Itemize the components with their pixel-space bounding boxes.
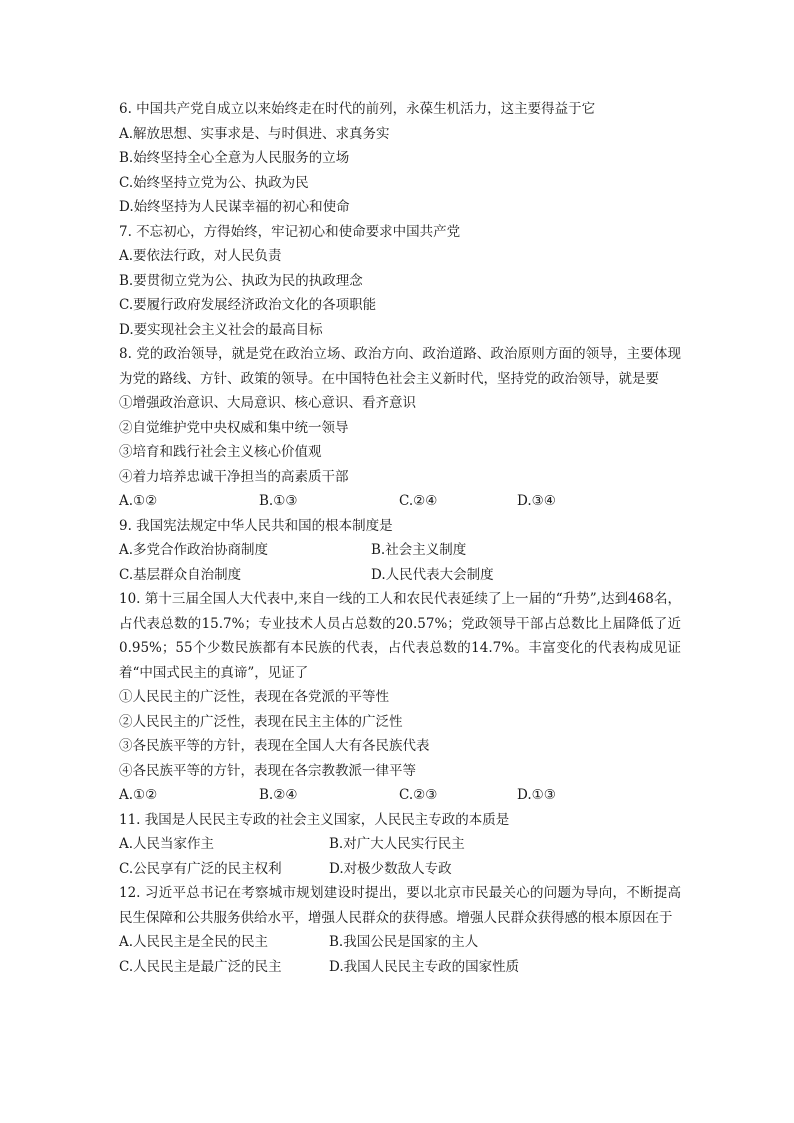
question-7-option-b: B.要贯彻立党为公、执政为民的执政理念 xyxy=(119,272,363,289)
question-8-item-4: ④着力培养忠诚干净担当的高素质干部 xyxy=(119,468,349,485)
question-8-stem: 8. 党的政治领导，就是党在政治立场、政治方向、政治道路、政治原则方面的领导，主要体现为党的路线、方针、政策的领导。在中国特色社会主义新时代，坚持党的政治领导，就是要 xyxy=(119,346,681,387)
question-8-choice-b: B.①③ xyxy=(259,493,298,509)
question-10-stem: 10. 第十三届全国人大代表中,来自一线的工人和农民代表延续了上一届的“升势”,达到468名，占代表总数的15.7%；专业技术人员占总数的20.57%；党政领导干部占总数比上届降低了近0.95%；55个少数民族都有本民族的代表，占代表总数的14.7%。丰富变化的代表构成见证着“中国式民主的真谛”，见证了 xyxy=(119,591,681,681)
question-6-option-a: A.解放思想、实事求是、与时俱进、求真务实 xyxy=(119,125,390,142)
question-12-options-row-1 xyxy=(119,930,681,955)
question-10-item-2: ②人民民主的广泛性，表现在民主主体的广泛性 xyxy=(119,713,403,730)
question-12-option-a: A.人民民主是全民的民主 xyxy=(119,934,269,950)
question-page xyxy=(119,97,681,979)
question-10-choices xyxy=(119,783,681,808)
question-9-option-b: B.社会主义制度 xyxy=(371,542,467,558)
question-11-option-a: A.人民当家作主 xyxy=(119,836,215,852)
question-8-choice-d: D.③④ xyxy=(517,493,556,509)
question-10-choice-a: A.①② xyxy=(119,787,158,803)
question-11-stem: 11. 我国是人民民主专政的社会主义国家，人民民主专政的本质是 xyxy=(119,811,510,828)
question-6-option-b: B.始终坚持全心全意为人民服务的立场 xyxy=(119,150,350,166)
question-9-options-row-2 xyxy=(119,563,681,588)
question-8-choice-c: C.②④ xyxy=(399,493,438,509)
question-9-option-d: D.人民代表大会制度 xyxy=(371,566,494,583)
question-12-option-b: B.我国公民是国家的主人 xyxy=(329,934,479,950)
question-6-stem: 6. 中国共产党自成立以来始终走在时代的前列，永葆生机活力，这主要得益于它 xyxy=(119,101,596,117)
question-8-item-2: ②自觉维护党中央权威和集中统一领导 xyxy=(119,419,349,436)
question-11-options-row-2 xyxy=(119,857,681,882)
question-10-choice-b: B.②④ xyxy=(259,787,298,803)
question-7-option-a: A.要依法行政，对人民负责 xyxy=(119,248,282,264)
question-12-option-d: D.我国人民民主专政的国家性质 xyxy=(329,958,520,975)
question-9-option-c: C.基层群众自治制度 xyxy=(119,566,242,583)
question-6-option-c: C.始终坚持立党为公、执政为民 xyxy=(119,174,309,191)
question-6-option-d: D.始终坚持为人民谋幸福的初心和使命 xyxy=(119,199,350,215)
question-10-choice-d: D.①③ xyxy=(517,787,556,803)
question-12-option-c: C.人民民主是最广泛的民主 xyxy=(119,958,282,975)
question-10-item-4: ④各民族平等的方针，表现在各宗教教派一律平等 xyxy=(119,762,416,779)
question-8-item-1: ①增强政治意识、大局意识、核心意识、看齐意识 xyxy=(119,395,416,411)
question-11-options-row-1 xyxy=(119,832,681,857)
question-7-option-d: D.要实现社会主义社会的最高目标 xyxy=(119,321,323,338)
question-10-item-1: ①人民民主的广泛性，表现在各党派的平等性 xyxy=(119,689,389,705)
question-11-option-c: C.公民享有广泛的民主权利 xyxy=(119,860,282,877)
question-11-option-b: B.对广大人民实行民主 xyxy=(329,836,465,852)
question-10-item-3: ③各民族平等的方针，表现在全国人大有各民族代表 xyxy=(119,738,430,754)
question-12-options-row-2 xyxy=(119,955,681,980)
question-8-item-3: ③培育和践行社会主义核心价值观 xyxy=(119,444,322,460)
question-9-option-a: A.多党合作政治协商制度 xyxy=(119,542,269,558)
question-8-choices xyxy=(119,489,681,514)
question-7-stem: 7. 不忘初心，方得始终，牢记初心和使命要求中国共产党 xyxy=(119,223,461,240)
question-9-options-row-1 xyxy=(119,538,681,563)
question-12-stem: 12. 习近平总书记在考察城市规划建设时提出，要以北京市民最关心的问题为导向，不断提高民生保障和公共服务供给水平，增强人民群众的获得感。增强人民群众获得感的根本原因在于 xyxy=(119,885,681,926)
question-9-stem: 9. 我国宪法规定中华人民共和国的根本制度是 xyxy=(119,517,393,534)
question-10-choice-c: C.②③ xyxy=(399,787,438,803)
question-7-option-c: C.要履行政府发展经济政治文化的各项职能 xyxy=(119,297,377,313)
question-11-option-d: D.对极少数敌人专政 xyxy=(329,860,452,877)
question-8-choice-a: A.①② xyxy=(119,493,158,509)
